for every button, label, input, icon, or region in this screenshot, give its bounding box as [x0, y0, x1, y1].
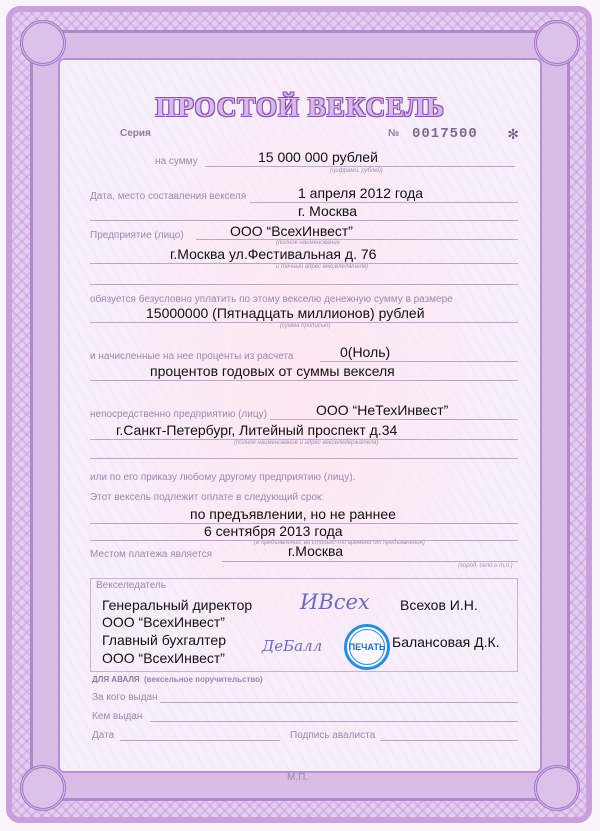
corner-ornament: [534, 20, 580, 66]
interest-label: и начисленные на нее проценты из расчета: [90, 351, 294, 362]
enterprise-address: г.Москва ул.Фестивальная д. 76: [170, 246, 377, 262]
payee-hint: (полное наименование и адрес векселедержателя): [234, 440, 379, 446]
underline: [250, 202, 518, 203]
series-label: Серия: [120, 128, 151, 139]
obligation-hint: (сумма прописью): [280, 323, 331, 329]
issue-date: 1 апреля 2012 года: [298, 185, 424, 201]
aval-by-whom: Кем выдан: [92, 711, 143, 722]
obligation-value: 15000000 (Пятнадцать миллионов) рублей: [146, 305, 425, 321]
order-text: или по его приказу любому другому предприятию (лицу).: [90, 472, 356, 483]
accountant-signature: ДеБалл: [262, 637, 323, 655]
document-title: ПРОСТОЙ ВЕКСЕЛЬ: [155, 92, 445, 122]
underline: [380, 740, 518, 741]
underline: [222, 561, 518, 562]
enterprise-label: Предприятие (лицо): [90, 230, 184, 241]
underline: [90, 458, 518, 459]
term-value: по предъявлении, но не раннее: [190, 506, 396, 522]
payee-address: г.Санкт-Петербург, Литейный проспект д.34: [116, 422, 398, 438]
payment-place-label: Местом платежа является: [90, 549, 213, 560]
underline: [120, 740, 280, 741]
underline: [90, 380, 518, 381]
corner-ornament: [20, 765, 66, 811]
enterprise-name: ООО “ВсехИнвест”: [230, 223, 353, 239]
amount-hint: (цифрами, рублей): [330, 168, 383, 174]
asterisk-icon: ✻: [508, 126, 520, 145]
underline: [90, 540, 518, 541]
enterprise-hint: (полное наименование: [276, 240, 340, 246]
amount-label: на сумму: [155, 156, 198, 167]
interest-rate: 0(Ноль): [340, 344, 391, 360]
term-hint: (в предъявлении, во столько-то времени от предъявления): [254, 540, 425, 546]
term-label: Этот вексель подлежит оплате в следующий срок:: [90, 492, 325, 503]
aval-sublabel: (вексельное поручительство): [144, 675, 263, 684]
payment-place-value: г.Москва: [288, 543, 344, 559]
accountant-name: Балансовая Д.К.: [392, 634, 500, 650]
payment-place-hint: (город, село и т.п.): [458, 563, 513, 569]
stamp: [344, 624, 390, 670]
payee-label: непосредственно предприятию (лицу): [90, 409, 267, 420]
aval-for-whom: За кого выдан: [92, 692, 158, 703]
issue-city: г. Москва: [298, 203, 357, 219]
aval-signature: Подпись авалиста: [290, 730, 376, 741]
underline: [160, 702, 518, 703]
drawer-company: ООО “ВсехИнвест”: [102, 614, 225, 630]
note-number: 0017500: [412, 126, 478, 142]
interest-text: процентов годовых от суммы векселя: [150, 363, 395, 379]
stamp-text: ПЕЧАТЬ: [349, 629, 385, 665]
corner-ornament: [534, 765, 580, 811]
director-signature: ИВсех: [300, 590, 370, 614]
director-name: Всехов И.Н.: [400, 597, 478, 613]
underline: [270, 419, 518, 420]
obligation-label: обязуется безусловно уплатить по этому векселю денежную сумму в размере: [90, 294, 453, 305]
underline: [320, 361, 518, 362]
aval-mp: М.П.: [287, 772, 309, 783]
underline: [90, 220, 518, 221]
payee-name: ООО “НеТехИнвест”: [316, 402, 449, 418]
underline: [205, 166, 515, 167]
amount-value: 15 000 000 рублей: [258, 149, 378, 165]
underline: [90, 284, 518, 285]
aval-date: Дата: [92, 730, 115, 741]
drawer-accountant-title: Главный бухгалтер: [102, 632, 226, 648]
aval-label: ДЛЯ АВАЛЯ: [92, 675, 140, 684]
drawer-label: Векселедатель: [96, 580, 167, 591]
enterprise-address-hint: и точный адрес векселедателя): [276, 264, 369, 270]
date-place-label: Дата, место составления векселя: [90, 191, 247, 202]
underline: [150, 721, 518, 722]
term-date: 6 сентября 2013 года: [204, 523, 343, 539]
drawer-company: ООО “ВсехИнвест”: [102, 650, 225, 666]
number-sign: №: [388, 128, 400, 139]
underline: [196, 239, 518, 240]
drawer-director-title: Генеральный директор: [102, 597, 253, 613]
